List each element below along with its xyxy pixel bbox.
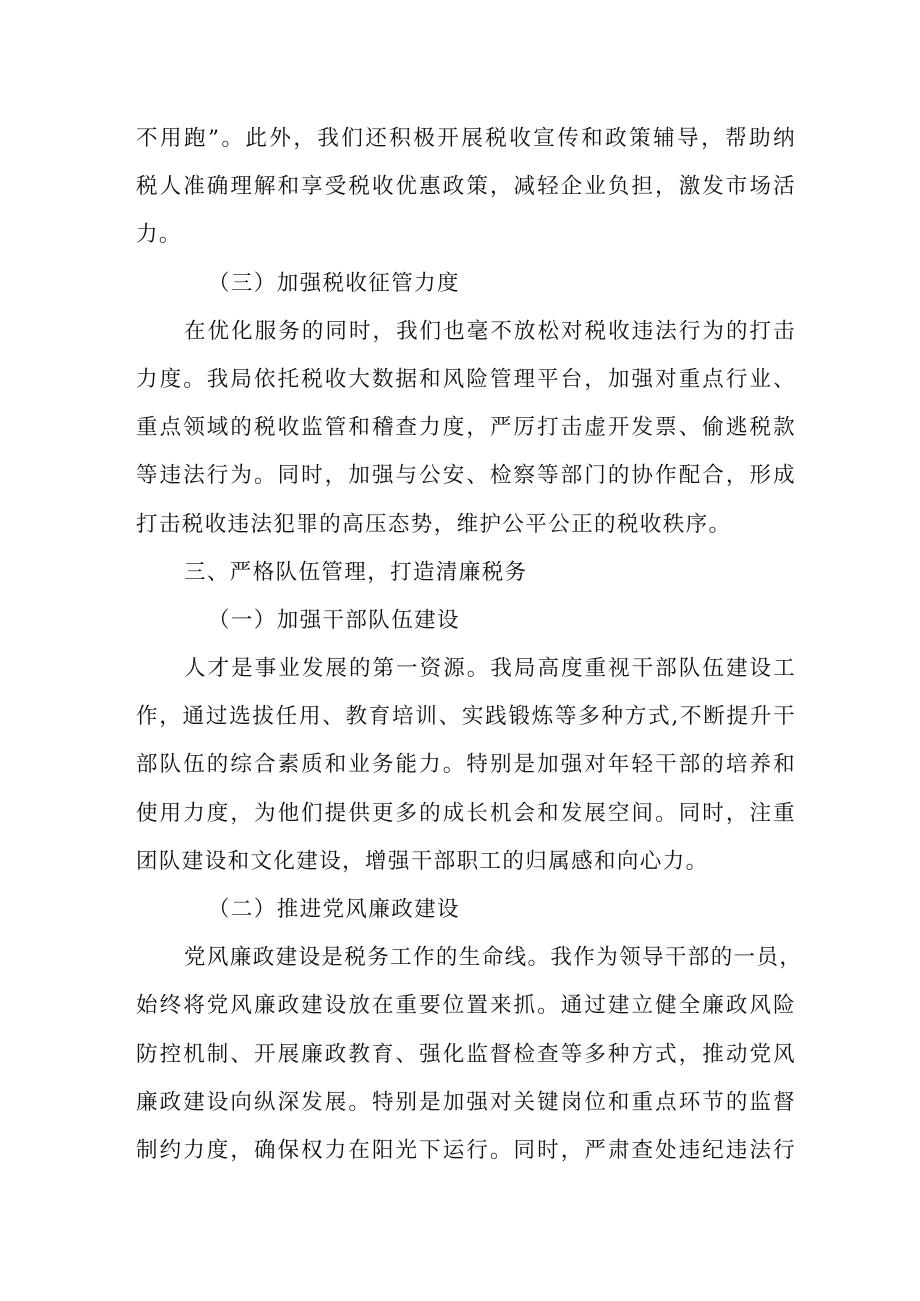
paragraph-line: 人才是事业发展的第一资源。我局高度重视干部队伍建设工 <box>184 656 796 682</box>
paragraph-line: 党风廉政建设是税务工作的生命线。我作为领导干部的一员， <box>184 945 803 971</box>
paragraph-line: 力。 <box>136 222 182 248</box>
paragraph-line: 打击税收违法犯罪的高压态势，维护公平公正的税收秩序。 <box>136 511 732 537</box>
paragraph-line: 作，通过选拔任用、教育培训、实践锻炼等多种方式,不断提升干 <box>136 704 796 730</box>
subsection-heading: （一）加强干部队伍建设 <box>208 607 460 633</box>
subsection-heading: （三）加强税收征管力度 <box>208 270 460 296</box>
paragraph-line: 在优化服务的同时，我们也毫不放松对税收违法行为的打击 <box>184 318 796 344</box>
paragraph-line: 团队建设和文化建设，增强干部职工的归属感和向心力。 <box>136 848 709 874</box>
paragraph-line: 税人准确理解和享受税收优惠政策，减轻企业负担，激发市场活 <box>136 174 796 200</box>
paragraph-line: 防控机制、开展廉政教育、强化监督检查等多种方式，推动党风 <box>136 1041 796 1067</box>
paragraph-line: 等违法行为。同时，加强与公安、检察等部门的协作配合，形成 <box>136 463 796 489</box>
paragraph-line: 制约力度，确保权力在阳光下运行。同时，严肃查处违纪违法行 <box>136 1137 796 1163</box>
paragraph-line: 使用力度，为他们提供更多的成长机会和发展空间。同时，注重 <box>136 800 796 826</box>
section-heading: 三、严格队伍管理，打造清廉税务 <box>184 559 528 585</box>
document-body <box>136 115 803 1175</box>
paragraph-line: 部队伍的综合素质和业务能力。特别是加强对年轻干部的培养和 <box>136 752 796 778</box>
paragraph-line: 重点领域的税收监管和稽查力度，严厉打击虚开发票、偷逃税款 <box>136 415 796 441</box>
subsection-heading: （二）推进党风廉政建设 <box>208 897 460 922</box>
paragraph-line: 不用跑”。此外，我们还积极开展税收宣传和政策辅导，帮助纳 <box>136 126 796 151</box>
paragraph-line: 力度。我局依托税收大数据和风险管理平台，加强对重点行业、 <box>136 366 796 392</box>
paragraph-line: 始终将党风廉政建设放在重要位置来抓。通过建立健全廉政风险 <box>136 993 796 1019</box>
paragraph-line: 廉政建设向纵深发展。特别是加强对关键岗位和重点环节的监督 <box>136 1089 796 1115</box>
